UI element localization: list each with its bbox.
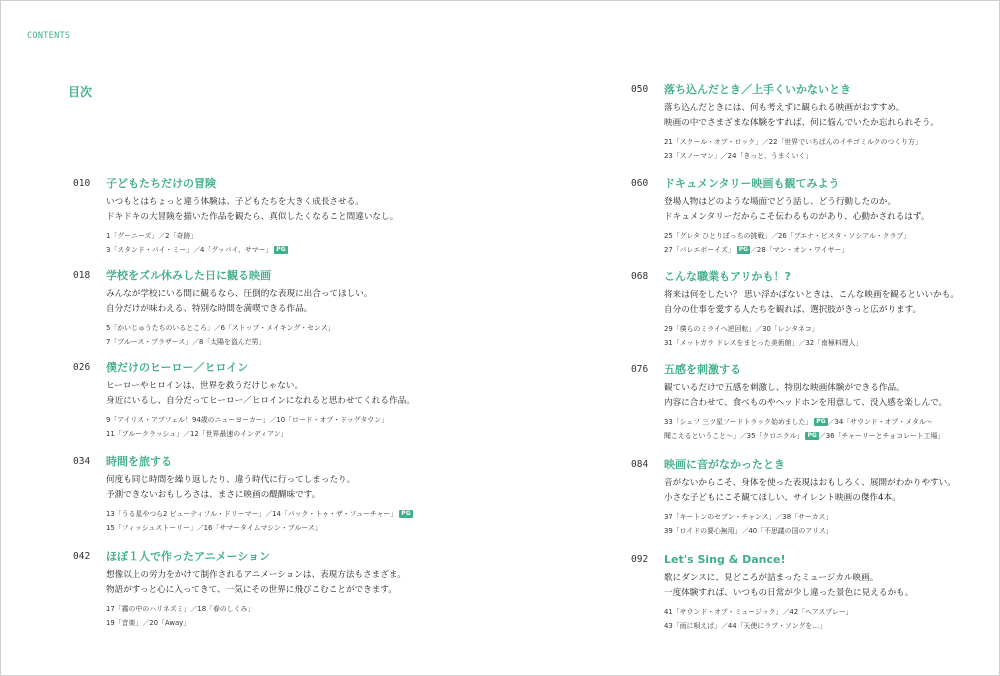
- description-line: 予測できないおもしろさは、まさに映画の醍醐味です。: [106, 490, 321, 500]
- description-line: 映画の中でさまざまな体験をすれば、何に悩んでいたか忘れられそう。: [664, 118, 940, 128]
- film-titles: 15「フィッシュストーリー」／16「サマータイムマシン・ブルース」: [106, 523, 322, 532]
- section-body: [106, 269, 436, 349]
- pg-badge: PG: [807, 431, 817, 439]
- page-number: 084: [631, 459, 649, 470]
- film-list: [664, 511, 994, 538]
- description-line: ドキドキの大冒険を描いた作品を観たら、真似したくなること間違いなし。: [106, 212, 399, 222]
- description-line: 自分の仕事を愛する人たちを観れば、選択肢がきっと広がります。: [664, 305, 922, 315]
- description-line: 何度も同じ時間を繰り返したり、違う時代に行ってしまったり。: [106, 475, 356, 485]
- description-line: 想像以上の労力をかけて制作されるアニメーションは、表現方法もさまざま。: [106, 570, 407, 580]
- section-body: [106, 455, 436, 535]
- film-line: [664, 620, 994, 634]
- section-description: [664, 288, 994, 318]
- film-titles: 3「スタンド・バイ・ミー」／4「グッバイ、サマー」: [106, 245, 273, 254]
- film-list: [664, 416, 994, 443]
- film-line: [664, 430, 994, 444]
- description-line: 小さな子どもにこそ観てほしい、サイレント映画の傑作4本。: [664, 493, 901, 503]
- section-title: 学校をズル休みした日に観る映画: [106, 269, 271, 282]
- section-title: 映画に音がなかったとき: [664, 458, 785, 471]
- film-line: [664, 230, 994, 244]
- film-titles: 37「キートンのセブン・チャンス」／38「サーカス」: [664, 513, 833, 521]
- page-number: 042: [73, 551, 91, 562]
- section-body: [664, 270, 994, 350]
- film-titles: 25「グレタ ひとりぼっちの挑戦」／26「ブエナ・ビスタ・ソシアル・クラブ」: [664, 232, 911, 240]
- section-title: 子どもたちだけの冒険: [106, 177, 216, 190]
- page-number: 050: [631, 84, 649, 95]
- section-title: 時間を旅する: [106, 455, 172, 468]
- section-body: [106, 550, 436, 630]
- film-line: [664, 337, 994, 351]
- section-title: ドキュメンタリー映画も観てみよう: [664, 177, 840, 190]
- section-description: [664, 476, 994, 506]
- toc-title: 目次: [68, 85, 93, 99]
- description-line: 観ているだけで五感を刺激し、特別な映画体験ができる作品。: [664, 383, 905, 393]
- description-line: 音がないからこそ、身体を使った表現はおもしろく、展開がわかりやすい。: [664, 478, 956, 488]
- film-titles: 11「ブルークラッシュ」／12「世界最速のインディアン」: [106, 429, 288, 438]
- description-line: 一度体験すれば、いつもの日常が少し違った景色に見えるかも。: [664, 588, 914, 598]
- section-description: [106, 195, 436, 225]
- page-number: 026: [73, 362, 91, 373]
- section-body: [664, 553, 994, 633]
- pg-badge: PG: [738, 245, 749, 253]
- film-list: [664, 136, 994, 163]
- page-number: 076: [631, 364, 649, 375]
- film-titles: 31「メットガラ ドレスをまとった美術館」／32「南極料理人」: [664, 338, 863, 347]
- page-number: 034: [73, 456, 91, 467]
- film-list: [664, 606, 994, 633]
- film-titles: 23「スノーマン」／24「きっと、うまくいく」: [664, 151, 813, 160]
- description-line: 将来は何をしたい？ 思い浮かばないときは、こんな映画を観るといいかも。: [664, 290, 959, 300]
- section-body: [664, 458, 994, 538]
- section-description: [106, 379, 436, 409]
- film-line: [664, 150, 994, 164]
- film-list: [106, 508, 436, 535]
- description-line: 自分だけが味わえる、特別な時間を満喫できる作品。: [106, 304, 313, 314]
- film-titles: 19「音楽」／20「Away」: [106, 618, 191, 627]
- description-line: 身近にいるし、自分だってヒーロー／ヒロインになれると思わせてくれる作品。: [106, 396, 415, 406]
- page-number: 092: [631, 554, 649, 565]
- pg-badge: PG: [401, 510, 411, 517]
- section-description: [106, 473, 436, 503]
- film-line: [106, 428, 436, 442]
- contents-header: CONTENTS: [27, 31, 71, 41]
- pg-badge: PG: [276, 245, 286, 253]
- section-body: [106, 177, 436, 257]
- film-line: [664, 416, 994, 430]
- film-line: [106, 508, 436, 522]
- film-titles: 43「雨に唄えば」／44「天使にラブ・ソングを…」: [664, 621, 827, 630]
- section-description: [664, 101, 994, 131]
- description-line: 登場人物はどのような場面でどう話し、どう行動したのか。: [664, 197, 897, 207]
- film-titles: 7「ブルース・ブラザース」／8「太陽を盗んだ男」: [106, 337, 266, 346]
- section-title: Let's Sing & Dance!: [664, 553, 786, 566]
- description-line: ドキュメンタリーだからこそ伝わるものがあり、心動かされるはず。: [664, 212, 930, 222]
- film-line: [106, 603, 436, 617]
- film-titles: 41「サウンド・オブ・ミュージック」／42「ヘアスプレー」: [664, 608, 853, 616]
- section-description: [106, 287, 436, 317]
- film-titles: 21「スクール・オブ・ロック」／22「世界でいちばんのイチゴミルクのつくり方」: [664, 138, 922, 146]
- film-line: [664, 511, 994, 525]
- description-line: 物語がすっと心に入ってきて、一気にその世界に飛びこむことができます。: [106, 585, 397, 595]
- film-line: [106, 522, 436, 536]
- description-line: 歌にダンスに、見どころが詰まったミュージカル映画。: [664, 573, 879, 583]
- film-line: [664, 606, 994, 620]
- description-line: みんなが学校にいる間に観るなら、圧倒的な表現に出合ってほしい。: [106, 289, 373, 299]
- film-titles: 聞こえるということ〜」／35「クロニクル」: [664, 431, 804, 440]
- film-line: [106, 336, 436, 350]
- description-line: 内容に合わせて、食べものやヘッドホンを用意して、没入感を楽しんで。: [664, 398, 948, 408]
- section-description: [664, 571, 994, 601]
- section-title: こんな職業もアリかも！?: [664, 270, 791, 283]
- description-line: 落ち込んだときには、何も考えずに観られる映画がおすすめ。: [664, 103, 905, 113]
- film-titles-after: ／36「チャーリーとチョコレート工場」: [818, 431, 945, 440]
- film-line: [106, 244, 436, 258]
- film-line: [664, 136, 994, 150]
- film-list: [664, 323, 994, 350]
- section-body: [664, 177, 994, 257]
- film-list: [106, 230, 436, 257]
- film-titles: 33「シェフ 三ツ星フードトラック始めました」: [664, 418, 813, 426]
- section-description: [106, 568, 436, 598]
- film-list: [106, 322, 436, 349]
- film-titles: 1「グーニーズ」／2「奇跡」: [106, 232, 198, 240]
- section-description: [664, 381, 994, 411]
- film-titles-after: ／34「サウンド・オブ・メタル〜: [827, 418, 933, 426]
- page-number: 010: [73, 178, 91, 189]
- section-description: [664, 195, 994, 225]
- page-number: 068: [631, 271, 649, 282]
- film-titles: 39「ロイドの要心無用」／40「不思議の国のアリス」: [664, 526, 833, 535]
- section-body: [106, 361, 436, 441]
- film-line: [106, 230, 436, 244]
- section-title: 落ち込んだとき／上手くいかないとき: [664, 83, 851, 96]
- section-body: [664, 363, 994, 443]
- section-body: [664, 83, 994, 163]
- film-titles: 27「バレエボーイズ」: [664, 245, 735, 254]
- film-list: [106, 414, 436, 441]
- film-list: [664, 230, 994, 257]
- film-titles: 13「うる星やつら2 ビューティフル・ドリーマー」／14「バック・トゥ・ザ・フューチャー」: [106, 510, 398, 518]
- film-titles: 9「アイリス・アプフェル！94歳のニューヨーカー」／10「ロード・オブ・ドッグタウン」: [106, 416, 388, 424]
- film-titles-after: ／28「マン・オン・ワイヤー」: [750, 245, 849, 254]
- film-line: [664, 244, 994, 258]
- film-line: [106, 322, 436, 336]
- section-title: ほぼ１人で作ったアニメーション: [106, 550, 271, 563]
- film-titles: 29「僕らのミライへ逆回転」／30「レンタネコ」: [664, 325, 819, 333]
- page-number: 060: [631, 178, 649, 189]
- pg-badge: PG: [816, 418, 826, 425]
- film-line: [664, 525, 994, 539]
- film-titles: 17「霧の中のハリネズミ」／18「春のしくみ」: [106, 605, 255, 613]
- film-titles: 5「かいじゅうたちのいるところ」／6「ストップ・メイキング・センス」: [106, 324, 335, 332]
- film-line: [106, 414, 436, 428]
- description-line: いつもとはちょっと違う体験は、子どもたちを大きく成長させる。: [106, 197, 364, 207]
- section-title: 僕だけのヒーロー／ヒロイン: [106, 361, 249, 374]
- page-number: 018: [73, 270, 91, 281]
- description-line: ヒーローやヒロインは、世界を救うだけじゃない。: [106, 381, 304, 391]
- film-line: [664, 323, 994, 337]
- section-title: 五感を刺激する: [664, 363, 741, 376]
- film-list: [106, 603, 436, 630]
- film-line: [106, 617, 436, 631]
